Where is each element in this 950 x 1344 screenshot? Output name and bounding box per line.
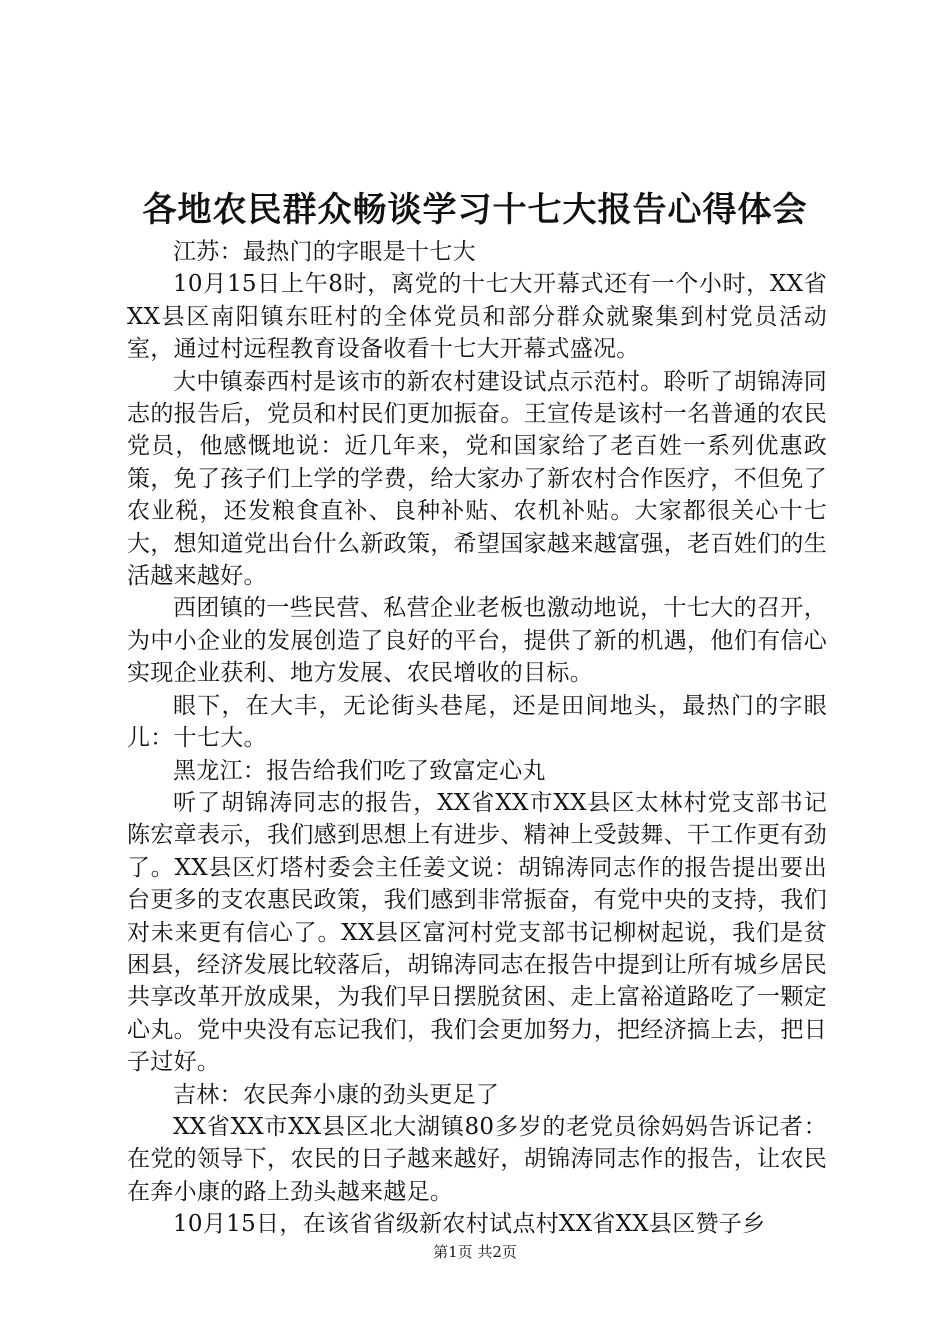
document-body — [127, 236, 827, 1241]
section-heading-jilin: 吉林：农民奔小康的劲头更足了 — [173, 1081, 500, 1108]
paragraph: 听了胡锦涛同志的报告，XX省XX市XX县区太林村党支部书记陈宏章表示，我们感到思想上有进步、精神上受鼓舞、干工作更有劲了。XX县区灯塔村委会主任姜文说：胡锦涛同志作的报告提出要出台更多的支农惠民政策，我们感到非常振奋，有党中央的支持，我们对未来更有信心了。XX县区富河村党支部书记柳树起说，我们是贫困县，经济发展比较落后，胡锦涛同志在报告中提到让所有城乡居民共享改革开放成果，为我们早日摆脱贫困、走上富裕道路吃了一颗定心丸。党中央没有忘记我们，我们会更加努力，把经济搞上去，把日子过好。 — [127, 789, 827, 1076]
paragraph: XX省XX市XX县区北大湖镇80多岁的老党员徐妈妈告诉记者：在党的领导下，农民的日子越来越好，胡锦涛同志作的报告，让农民在奔小康的路上劲头越来越足。 — [127, 1113, 827, 1205]
paragraph: 西团镇的一些民营、私营企业老板也激动地说，十七大的召开，为中小企业的发展创造了良好的平台，提供了新的机遇，他们有信心实现企业获利、地方发展、农民增收的目标。 — [127, 595, 827, 687]
section-heading-jiangsu: 江苏：最热门的字眼是十七大 — [173, 239, 476, 265]
section-heading-heilongjiang: 黑龙江：报告给我们吃了致富定心丸 — [173, 757, 546, 784]
paragraph: 10月15日，在该省省级新农村试点村XX省XX县区赞子乡 — [173, 1211, 766, 1238]
paragraph: 10月15日上午8时，离党的十七大开幕式还有一个小时，XX省XX县区南阳镇东旺村的全体党员和部分群众就聚集到村党员活动室，通过村远程教育设备收看十七大开幕式盛况。 — [127, 271, 827, 363]
paragraph: 大中镇泰西村是该市的新农村建设试点示范村。聆听了胡锦涛同志的报告后，党员和村民们更加振奋。王宣传是该村一名普通的农民党员，他感慨地说：近几年来，党和国家给了老百姓一系列优惠政策，免了孩子们上学的学费，给大家办了新农村合作医疗，不但免了农业税，还发粮食直补、良种补贴、农机补贴。大家都很关心十七大，想知道党出台什么新政策，希望国家越来越富强，老百姓们的生活越来越好。 — [127, 368, 827, 590]
page-footer: 第1页 共2页 — [433, 1243, 517, 1261]
document-title: 各地农民群众畅谈学习十七大报告心得体会 — [142, 190, 808, 230]
paragraph: 眼下，在大丰，无论街头巷尾，还是田间地头，最热门的字眼儿：十七大。 — [127, 692, 827, 752]
